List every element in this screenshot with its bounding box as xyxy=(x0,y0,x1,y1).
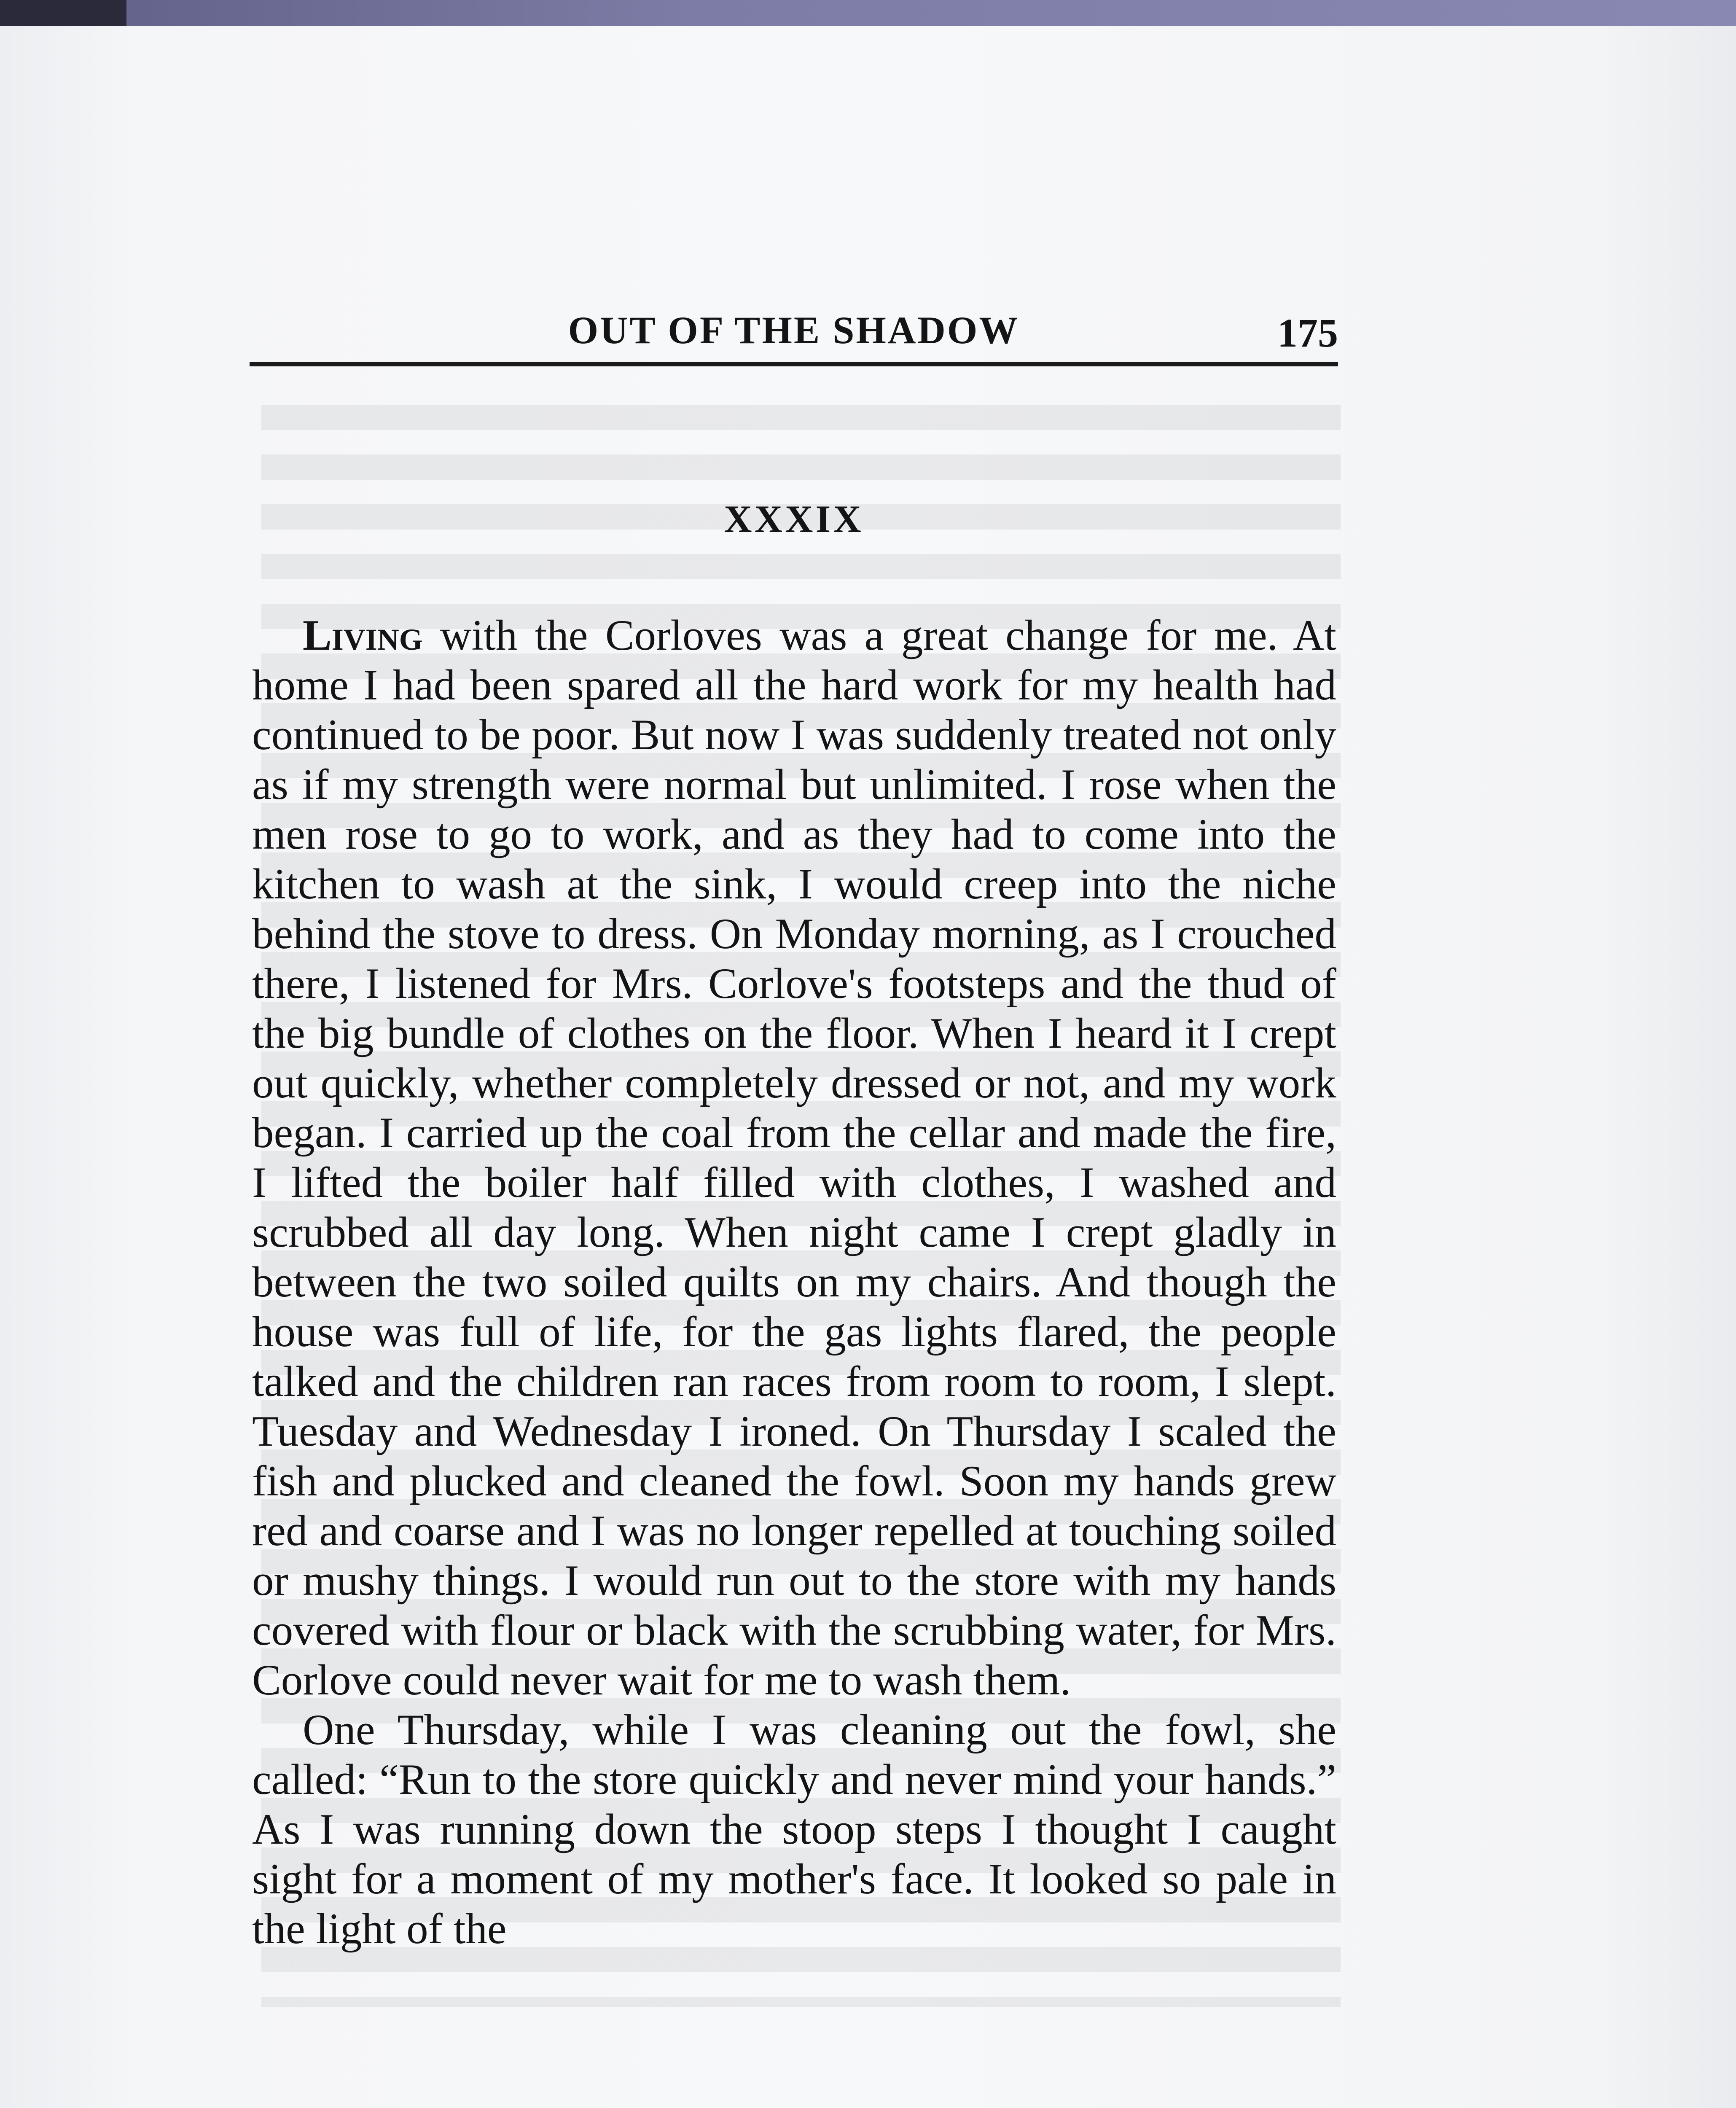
opening-word: Living xyxy=(303,611,423,659)
header-rule xyxy=(250,362,1338,366)
page-number: 175 xyxy=(1277,310,1338,355)
paragraph-1-text: with the Corloves was a great change for me. At home I had been spared all the hard work for my health had continued to be poor. But now I was suddenly treated not only as if my strength were normal but unlimited. I rose when the men rose to go to work, and as they had to come into the kitchen to wash at the sink, I would creep into the niche behind the stove to dress. On Monday morning, as I crouched there, I listened for Mrs. Corlove's footsteps and the thud of the big bundle of clothes on the floor. When I heard it I crept out quickly, whether completely dressed or not, and my work began. I carried up the coal from the cellar and made the fire, I lifted the boiler half filled with clothes, I washed and scrubbed all day long. When night came I crept gladly in between the two soiled quilts on my chairs. And though the house was full of life, for the gas lights flared, the people talked and the children ran races from room to room, I slept. Tuesday and Wednesday I ironed. On Thursday I scaled the fish and plucked and cleaned the fowl. Soon my hands grew red and coarse and I was no longer repelled at touching soiled or mushy things. I would run out to the store with my hands covered with flour or black with the scrubbing water, for Mrs. Corlove could never wait for me to wash them. xyxy=(252,611,1336,1704)
running-head: OUT OF THE SHADOW xyxy=(568,309,1020,352)
scan-top-edge-dark xyxy=(0,0,126,26)
paragraph-2: One Thursday, while I was cleaning out the fowl, she called: “Run to the store quickly and never mind your hands.” As I was running down the stoop steps I thought I caught sight for a moment of my mother's face. It looked so pale in the light of the xyxy=(252,1706,1336,1953)
scan-top-edge xyxy=(0,0,1736,26)
page-header xyxy=(250,308,1338,367)
chapter-number: XXXIX xyxy=(724,497,864,540)
chapter-body xyxy=(252,610,1336,1954)
paragraph-1 xyxy=(252,610,1336,1705)
